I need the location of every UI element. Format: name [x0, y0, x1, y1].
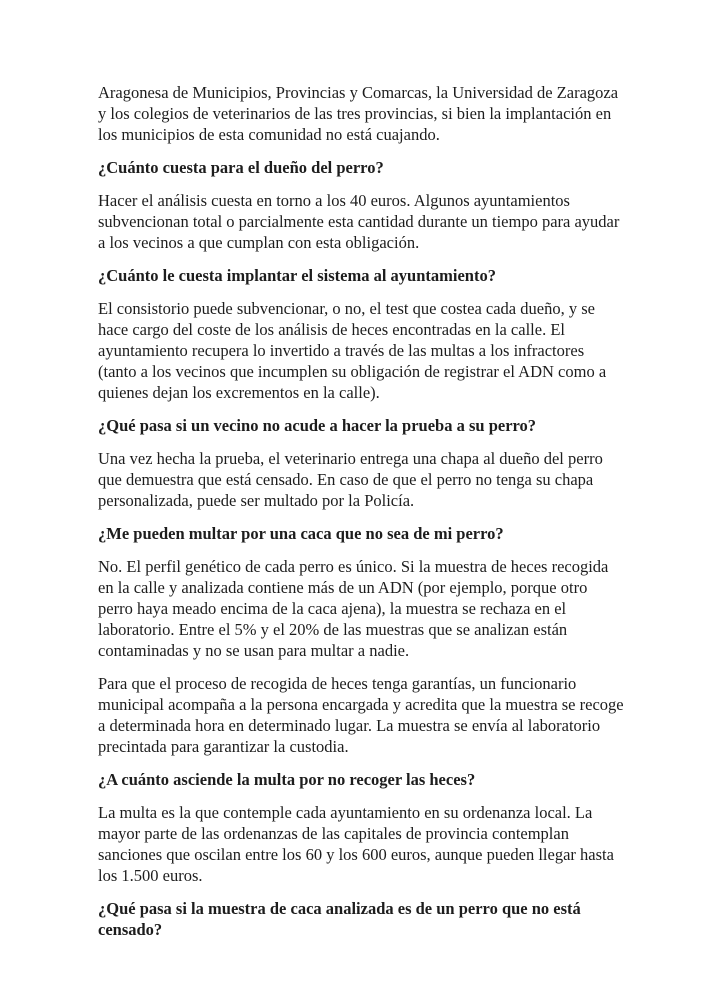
question-heading-uncensused-dog: ¿Qué pasa si la muestra de caca analizada es de un perro que no está censado?	[98, 899, 581, 939]
question-heading-fine-amount: ¿A cuánto asciende la multa por no recoger las heces?	[98, 770, 476, 789]
question-heading-cost-council: ¿Cuánto le cuesta implantar el sistema al ayuntamiento?	[98, 266, 496, 285]
answer-paragraph-cost-owner: Hacer el análisis cuesta en torno a los 40 euros. Algunos ayuntamientos subvencionan total o parcialmente esta cantidad durante un tiempo para ayudar a los vecinos a que cumplan con esta obligación.	[98, 191, 620, 252]
question-heading-no-test: ¿Qué pasa si un vecino no acude a hacer la prueba a su perro?	[98, 416, 537, 435]
document-content	[98, 82, 624, 952]
answer-paragraph-fine-amount: La multa es la que contemple cada ayuntamiento en su ordenanza local. La mayor parte de las ordenanzas de las capitales de provincia contemplan sanciones que oscilan entre los 60 y los 600 euros, aunque pueden llegar hasta los 1.500 euros.	[98, 803, 614, 885]
intro-continuation-paragraph: Aragonesa de Municipios, Provincias y Comarcas, la Universidad de Zaragoza y los colegios de veterinarios de las tres provincias, si bien la implantación en los municipios de esta comunidad no está cuajando.	[98, 83, 619, 144]
question-heading-wrong-dog: ¿Me pueden multar por una caca que no sea de mi perro?	[98, 524, 504, 543]
question-heading-cost-owner: ¿Cuánto cuesta para el dueño del perro?	[98, 158, 384, 177]
answer-paragraph-wrong-dog: No. El perfil genético de cada perro es único. Si la muestra de heces recogida en la calle y analizada contiene más de un ADN (por ejemplo, porque otro perro haya meado encima de la caca ajena), la muestra se rechaza en el laboratorio. Entre el 5% y el 20% de las muestras que se analizan están contaminadas y no se usan para multar a nadie.	[98, 557, 609, 660]
answer-paragraph-cost-council: El consistorio puede subvencionar, o no, el test que costea cada dueño, y se hace cargo del coste de los análisis de heces encontradas en la calle. El ayuntamiento recupera lo invertido a través de las multas a los infractores (tanto a los vecinos que incumplen su obligación de registrar el ADN como a quienes dejan los excrementos en la calle).	[98, 299, 607, 402]
answer-paragraph-no-test: Una vez hecha la prueba, el veterinario entrega una chapa al dueño del perro que demuestra que está censado. En caso de que el perro no tenga su chapa personalizada, puede ser multado por la Policía.	[98, 449, 603, 510]
answer-paragraph-custody: Para que el proceso de recogida de heces tenga garantías, un funcionario municipal acompaña a la persona encargada y acredita que la muestra se recoge a determinada hora en determinado lugar. La muestra se envía al laboratorio precintada para garantizar la custodia.	[98, 674, 624, 756]
